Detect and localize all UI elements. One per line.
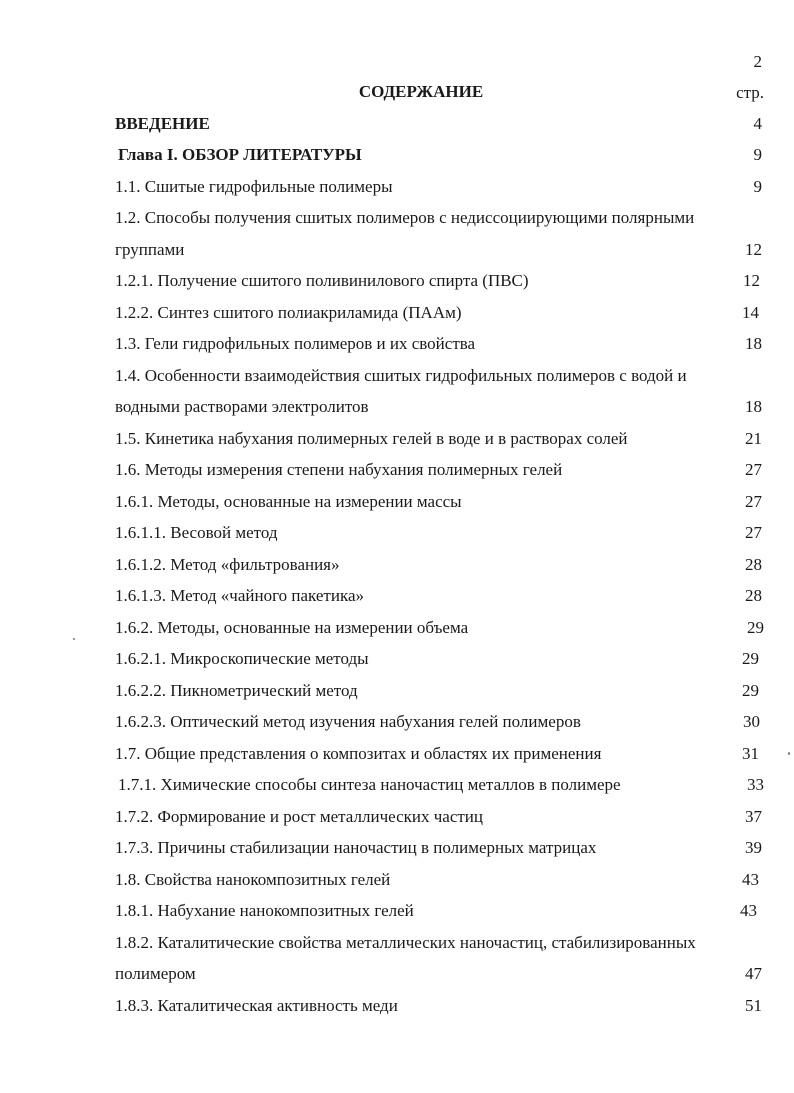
toc-entry-text: 1.4. Особенности взаимодействия сшитых гидрофильных полимеров с водой и [115, 366, 687, 385]
toc-entry-text: Глава I. ОБЗОР ЛИТЕРАТУРЫ [118, 145, 362, 164]
toc-entry-page: 28 [745, 586, 762, 605]
toc-entry-text: 1.2.2. Синтез сшитого полиакриламида (ПААм) [115, 303, 462, 322]
toc-entry-page: 33 [747, 775, 764, 794]
toc-entry-text: 1.6.2.3. Оптический метод изучения набухания гелей полимеров [115, 712, 581, 731]
toc-entry-page: 28 [745, 555, 762, 574]
toc-entry-text: 1.8. Свойства нанокомпозитных гелей [115, 870, 391, 889]
page-number: 2 [753, 52, 762, 71]
toc-entry-page: 4 [753, 114, 762, 133]
toc-entry-page: 27 [745, 523, 762, 542]
toc-entry-text: 1.7.1. Химические способы синтеза наночастиц металлов в полимере [118, 775, 621, 794]
toc-entry-text: 1.6. Методы измерения степени набухания полимерных гелей [115, 460, 563, 479]
toc-entry-text: 1.1. Сшитые гидрофильные полимеры [115, 177, 393, 196]
toc-entry-page: 29 [747, 618, 764, 637]
toc-entry-text-continuation: водными растворами электролитов [115, 397, 369, 416]
toc-entry-page: 39 [745, 838, 762, 857]
toc-entry-page: 18 [745, 334, 762, 353]
toc-entry-text: 1.6.1.3. Метод «чайного пакетика» [115, 586, 364, 605]
toc-entry-page: 43 [742, 870, 759, 889]
toc-entry-page: 21 [745, 429, 762, 448]
toc-entry-text: 1.7.2. Формирование и рост металлических частиц [115, 807, 483, 826]
toc-entry-page: 12 [743, 271, 760, 290]
toc-entry-text: 1.6.1. Методы, основанные на измерении массы [115, 492, 462, 511]
toc-entry-text: ВВЕДЕНИЕ [115, 114, 210, 133]
toc-entry-text: 1.6.2.1. Микроскопические методы [115, 649, 369, 668]
toc-entry-text-continuation: группами [115, 240, 185, 259]
toc-entry-page: 30 [743, 712, 760, 731]
toc-entry-text: 1.6.2.2. Пикнометрический метод [115, 681, 358, 700]
toc-entry-page: 9 [753, 177, 762, 196]
toc-entry-text: 1.8.1. Набухание нанокомпозитных гелей [115, 901, 414, 920]
scan-speck [788, 752, 790, 755]
toc-entry-page: 9 [753, 145, 762, 164]
toc-entry-page: 29 [742, 681, 759, 700]
toc-entry-text: 1.6.1.1. Весовой метод [115, 523, 278, 542]
toc-entry-page: 31 [742, 744, 759, 763]
toc-entry-text: 1.6.1.2. Метод «фильтрования» [115, 555, 340, 574]
toc-entry-text: 1.7. Общие представления о композитах и областях их применения [115, 744, 602, 763]
toc-entry-page: 27 [745, 492, 762, 511]
toc-entry-text: 1.7.3. Причины стабилизации наночастиц в полимерных матрицах [115, 838, 597, 857]
toc-entry-text-continuation: полимером [115, 964, 196, 983]
toc-entry-page: 27 [745, 460, 762, 479]
toc-entry-text: 1.2. Способы получения сшитых полимеров с недиссоциирующими полярными [115, 208, 695, 227]
toc-entry-text: 1.5. Кинетика набухания полимерных гелей в воде и в растворах солей [115, 429, 628, 448]
toc-entry-page: 14 [742, 303, 759, 322]
toc-entry-text: 1.6.2. Методы, основанные на измерении объема [115, 618, 469, 637]
toc-entry-page: 18 [745, 397, 762, 416]
toc-entry-text: 1.8.2. Каталитические свойства металлических наночастиц, стабилизированных [115, 933, 696, 952]
toc-entry-page: 43 [740, 901, 757, 920]
toc-entry-text: 1.3. Гели гидрофильных полимеров и их свойства [115, 334, 476, 353]
toc-entry-page: 29 [742, 649, 759, 668]
toc-entry-page: 47 [745, 964, 762, 983]
toc-entry-text: 1.2.1. Получение сшитого поливинилового спирта (ПВС) [115, 271, 529, 290]
page-column-label: стр. [736, 83, 764, 102]
toc-entry-page: 51 [745, 996, 762, 1015]
toc-entry-page: 37 [745, 807, 762, 826]
page-title: СОДЕРЖАНИЕ [358, 82, 484, 101]
toc-entry-text: 1.8.3. Каталитическая активность меди [115, 996, 398, 1015]
scan-speck [73, 638, 75, 640]
toc-entry-page: 12 [745, 240, 762, 259]
